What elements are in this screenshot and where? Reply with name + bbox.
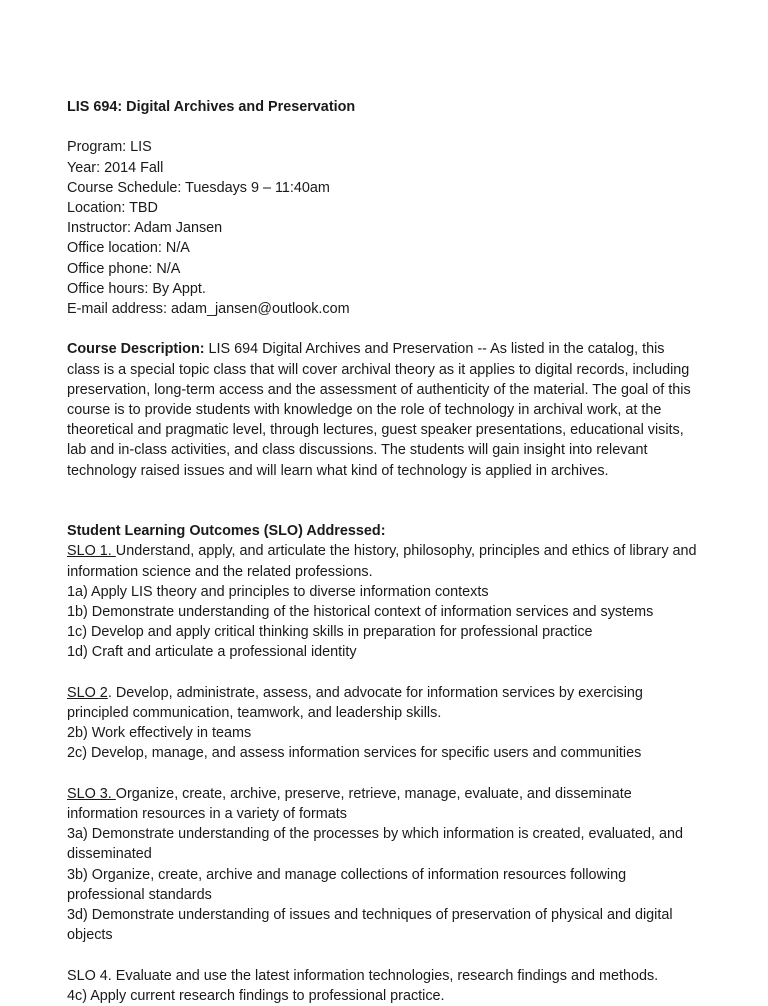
- course-description-paragraph: [67, 339, 700, 480]
- slo-statement-text: Develop, administrate, assess, and advocate for information services by exercising principled communication, teamwork, and leadership skills.: [67, 684, 643, 722]
- slo-label: SLO 3.: [67, 785, 116, 802]
- course-description-label: Course Description:: [67, 341, 205, 358]
- slo-statement-text: Evaluate and use the latest information technologies, research findings and methods.: [115, 967, 659, 984]
- slo-outcome-item: 4c) Apply current research findings to professional practice.: [67, 987, 445, 1004]
- slo-label-suffix: .: [107, 684, 116, 701]
- slo-outcome-item: 3d) Demonstrate understanding of issues and techniques of preservation of physical and digital objects: [67, 907, 673, 944]
- slo-outcome-item: 1c) Develop and apply critical thinking skills in preparation for professional practice: [67, 624, 593, 641]
- schedule-line: Course Schedule: Tuesdays 9 – 11:40am: [67, 179, 330, 196]
- course-description-text: LIS 694 Digital Archives and Preservation -- As listed in the catalog, this class is a special topic class that will cover archival theory as it applies to digital records, including preservation, long-term access and the assessment of authenticity of the material. The goal of this course is to provide students with knowledge on the role of technology in archival work, at the theoretical and pragmatic level, through lectures, guest speaker presentations, educational visits, lab and in-class activities, and class discussions. The students will gain insight into relevant technology raised issues and will learn what kind of technology is applied in archives.: [67, 341, 691, 479]
- program-line: Program: LIS: [67, 139, 152, 156]
- slo-statement: [67, 683, 700, 723]
- document-body: [67, 97, 700, 1006]
- slo-outcome-item: 3b) Organize, create, archive and manage collections of information resources following professional standards: [67, 866, 627, 903]
- spacer: [67, 663, 700, 683]
- location-line: Location: TBD: [67, 200, 158, 216]
- office-location-line: Office location: N/A: [67, 240, 190, 257]
- slo-statement: [67, 784, 700, 824]
- instructor-line: Instructor: Adam Jansen: [67, 220, 223, 237]
- slo-label: SLO 1.: [67, 543, 116, 560]
- slo-statement: [67, 541, 700, 581]
- slo-section-heading: Student Learning Outcomes (SLO) Addressed:: [67, 523, 386, 540]
- slo-statement-text: Understand, apply, and articulate the history, philosophy, principles and ethics of library and information science and the related professions.: [67, 543, 697, 580]
- slo-statement-text: Organize, create, archive, preserve, retrieve, manage, evaluate, and disseminate information resources in a variety of formats: [67, 785, 632, 823]
- spacer: [67, 481, 700, 501]
- slo-outcome-item: 1d) Craft and articulate a professional identity: [67, 644, 357, 661]
- slo-statement: [67, 966, 700, 986]
- email-line: E-mail address: adam_jansen@outlook.com: [67, 301, 350, 318]
- office-hours-line: Office hours: By Appt.: [67, 280, 206, 297]
- spacer: [67, 945, 700, 965]
- spacer: [67, 501, 700, 521]
- slo-groups: [67, 541, 700, 1006]
- slo-outcome-item: 1b) Demonstrate understanding of the historical context of information services and systems: [67, 604, 654, 621]
- slo-outcome-item: 1a) Apply LIS theory and principles to diverse information contexts: [67, 583, 489, 600]
- slo-outcome-item: 3a) Demonstrate understanding of the processes by which information is created, evaluated, and disseminated: [67, 826, 683, 863]
- slo-label: SLO 2: [67, 684, 108, 701]
- slo-label: SLO 4.: [67, 967, 116, 984]
- slo-outcome-item: 2b) Work effectively in teams: [67, 725, 252, 742]
- spacer: [67, 117, 700, 137]
- office-phone-line: Office phone: N/A: [67, 260, 181, 277]
- course-header-info: [67, 137, 700, 319]
- year-line: Year: 2014 Fall: [67, 159, 164, 176]
- spacer: [67, 319, 700, 339]
- spacer: [67, 764, 700, 784]
- document-title: LIS 694: Digital Archives and Preservation: [67, 99, 356, 115]
- slo-outcome-item: 2c) Develop, manage, and assess information services for specific users and communities: [67, 745, 642, 762]
